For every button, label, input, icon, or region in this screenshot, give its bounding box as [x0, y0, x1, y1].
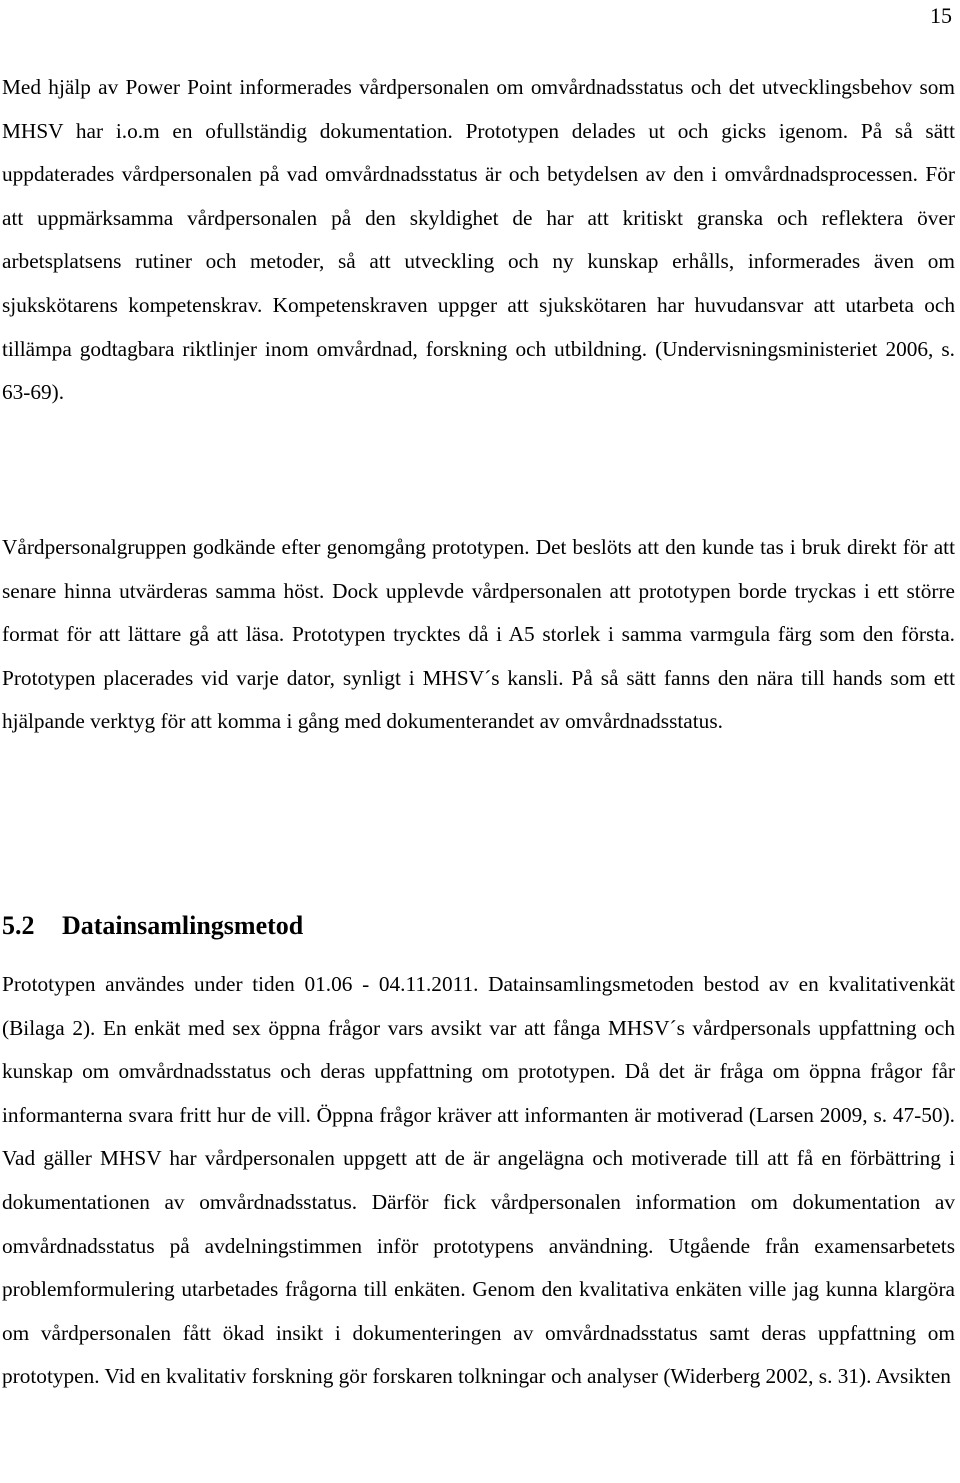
paragraph-powerpoint-information: Med hjälp av Power Point informerades vårdpersonalen om omvårdnadsstatus och det utvecklingsbehov som MHSV har i.o.m en ofullständig dokumentation. Prototypen delades ut och gicks igenom. På så sätt uppdaterades vårdpersonalen på vad omvårdnadsstatus är och betydelsen av den i omvårdnadsprocessen. För att uppmärksamma vårdpersonalen på den skyldighet de har att kritiskt granska och reflektera över arbetsplatsens rutiner och metoder, så att utveckling och ny kunskap erhålls, informerades även om sjukskötarens kompetenskrav. Kompetenskraven uppger att sjukskötaren har huvudansvar att utarbeta och tillämpa godtagbara riktlinjer inom omvårdnad, forskning och utbildning. (Undervisningsministeriet 2006, s. 63-69).	[2, 75, 955, 405]
page-number: 15	[930, 3, 952, 28]
paragraph-prototype-approval: Vårdpersonalgruppen godkände efter genomgång prototypen. Det beslöts att den kunde tas i bruk direkt för att senare hinna utvärderas samma höst. Dock upplevde vårdpersonalen att prototypen borde tryckas i ett större format för att lättare gå att läsa. Prototypen trycktes då i A5 storlek i samma varmgula färg som den första. Prototypen placerades vid varje dator, synligt i MHSV´s kansli. På så sätt fanns den nära till hands som ett hjälpande verktyg för att komma i gång med dokumenterandet av omvårdnadsstatus.	[2, 535, 955, 734]
section-number: 5.2	[2, 911, 35, 940]
section-heading	[2, 904, 303, 948]
paragraph-data-collection-method: Prototypen användes under tiden 01.06 - 04.11.2011. Datainsamlingsmetoden bestod av en kvalitativenkät (Bilaga 2). En enkät med sex öppna frågor vars avsikt var att fånga MHSV´s vårdpersonals uppfattning och kunskap om omvårdnadsstatus och deras uppfattning om prototypen. Då det är fråga om öppna frågor får informanterna svara fritt hur de vill. Öppna frågor kräver att informanten är motiverad (Larsen 2009, s. 47-50). Vad gäller MHSV har vårdpersonalen uppgett att de är angelägna och motiverade till att få en förbättring i dokumentationen av omvårdnadsstatus. Därför fick vårdpersonalen information om dokumentation av omvårdnadsstatus på avdelningstimmen inför prototypens användning. Utgående från examensarbetets problemformulering utarbetades frågorna till enkäten. Genom den kvalitativa enkäten ville jag kunna klargöra om vårdpersonalen fått ökad insikt i dokumenteringen av omvårdnadsstatus samt deras uppfattning om prototypen. Vid en kvalitativ forskning gör forskaren tolkningar och analyser (Widerberg 2002, s. 31). Avsikten	[2, 972, 955, 1389]
section-title: Datainsamlingsmetod	[62, 911, 304, 940]
